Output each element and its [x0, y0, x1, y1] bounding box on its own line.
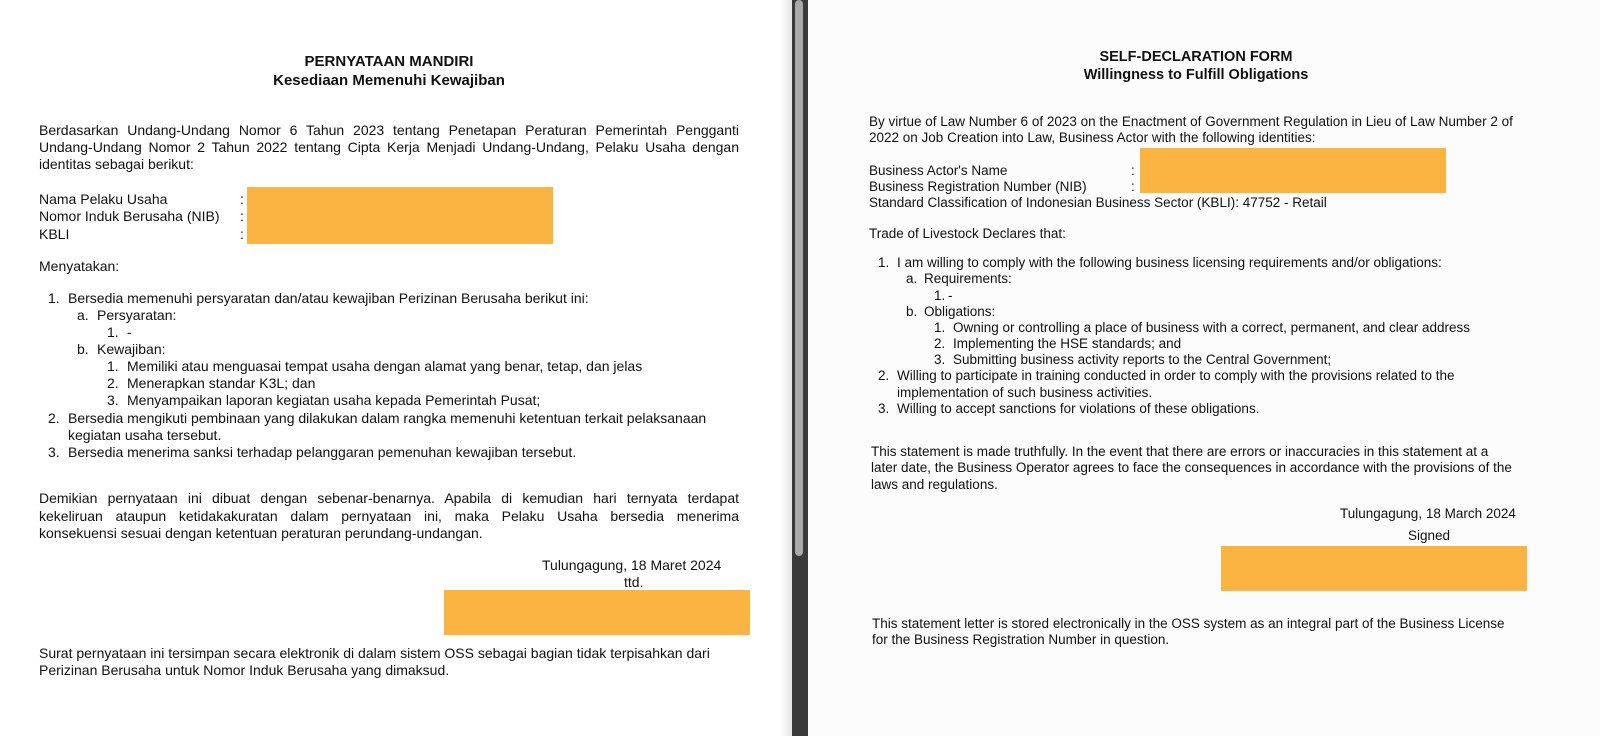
list-item: Submitting business activity reports to the Central Government; [953, 352, 1332, 367]
list-number: 3. [107, 392, 119, 408]
list-number: 2. [878, 368, 890, 383]
redaction-block [1140, 148, 1446, 193]
list-item: - [948, 288, 953, 303]
field-separator: : [1131, 163, 1135, 178]
document-page-indonesian [0, 0, 792, 736]
list-number: b. [77, 341, 89, 357]
footer-line: Surat pernyataan ini tersimpan secara elektronik di dalam sistem OSS sebagai bagian tidak terpisahkan dari [39, 645, 710, 661]
intro-line: 2022 on Job Creation into Law, Business Actor with the following identities: [869, 130, 1316, 145]
list-number: b. [906, 304, 918, 319]
window-divider [792, 0, 808, 736]
kbli-continuation: Trade of Livestock Declares that: [869, 226, 1066, 241]
list-item: Menyampaikan laporan kegiatan usaha kepada Pemerintah Pusat; [127, 392, 541, 408]
signed-label: ttd. [624, 574, 644, 590]
declares-label: Menyatakan: [39, 258, 120, 274]
scrollbar-thumb[interactable] [795, 0, 803, 556]
list-item: I am willing to comply with the following business licensing requirements and/or obligations: [897, 255, 1442, 270]
document-page-english [808, 0, 1600, 736]
list-number: 1. [107, 324, 119, 340]
list-number: 1. [934, 288, 946, 303]
list-item: Requirements: [924, 271, 1012, 286]
footer-line: This statement letter is stored electronically in the OSS system as an integral part of the Business License [872, 616, 1505, 631]
field-separator: : [1131, 179, 1135, 194]
document-subtitle: Kesediaan Memenuhi Kewajiban [273, 72, 505, 89]
footer-line: for the Business Registration Number in question. [872, 632, 1170, 647]
list-item-continuation: implementation of such business activities. [897, 385, 1153, 400]
redaction-block [247, 187, 553, 244]
closing-line: kekeliruan ataupun ketidakakuratan dalam pernyataan ini, maka Pelaku Usaha bersedia menerima [39, 508, 739, 524]
field-label-nib: Business Registration Number (NIB) [869, 179, 1087, 194]
document-title: PERNYATAAN MANDIRI [304, 53, 474, 70]
list-number: 2. [934, 336, 946, 351]
list-item: Memiliki atau menguasai tempat usaha dengan alamat yang benar, tetap, dan jelas [127, 358, 643, 374]
closing-line: konsekuensi sesuai dengan ketentuan peraturan perundang-undangan. [39, 525, 483, 541]
field-separator: : [240, 191, 244, 207]
list-item: - [127, 324, 132, 340]
list-number: a. [906, 271, 918, 286]
field-label-name: Business Actor's Name [869, 163, 1008, 178]
list-item: Implementing the HSE standards; and [953, 336, 1182, 351]
list-item: Willing to participate in training conducted in order to comply with the provisions related to the [897, 368, 1455, 383]
list-number: 1. [107, 358, 119, 374]
list-number: 3. [48, 444, 60, 460]
closing-line: laws and regulations. [871, 477, 998, 492]
list-number: 1. [934, 320, 946, 335]
list-number: 1. [878, 255, 890, 270]
list-number: 3. [878, 401, 890, 416]
field-label-nib: Nomor Induk Berusaha (NIB) [39, 208, 220, 224]
list-number: 3. [934, 352, 946, 367]
list-item: Obligations: [924, 304, 996, 319]
list-item: Persyaratan: [97, 307, 177, 323]
signed-label: Signed [1408, 528, 1451, 543]
place-date: Tulungagung, 18 March 2024 [1340, 506, 1516, 521]
list-item: Bersedia mengikuti pembinaan yang dilakukan dalam rangka memenuhi ketentuan terkait pelaksanaan [68, 410, 707, 426]
intro-line: Undang-Undang Nomor 2 Tahun 2022 tentang Cipta Kerja Menjadi Undang-Undang, Pelaku Usaha dengan [39, 139, 739, 155]
closing-line: This statement is made truthfully. In the event that there are errors or inaccuracies in this statement at a [871, 444, 1489, 459]
document-title: SELF-DECLARATION FORM [1099, 49, 1293, 65]
list-item: Bersedia menerima sanksi terhadap pelanggaran pemenuhan kewajiban tersebut. [68, 444, 577, 460]
field-separator: : [240, 208, 244, 224]
intro-line: By virtue of Law Number 6 of 2023 on the Enactment of Government Regulation in Lieu of Law Number 2 of [869, 114, 1513, 129]
closing-line: Demikian pernyataan ini dibuat dengan sebenar-benarnya. Apabila di kemudian hari ternyata terdapat [39, 490, 739, 506]
footer-line: Perizinan Berusaha untuk Nomor Induk Berusaha yang dimaksud. [39, 662, 450, 678]
field-separator: : [240, 226, 244, 242]
signature-redaction [1221, 546, 1527, 591]
list-item: Willing to accept sanctions for violations of these obligations. [897, 401, 1260, 416]
intro-line: identitas sebagai berikut: [39, 156, 194, 172]
list-item: Kewajiban: [97, 341, 166, 357]
list-item: Owning or controlling a place of business with a correct, permanent, and clear address [953, 320, 1471, 335]
list-number: a. [77, 307, 89, 323]
field-label-kbli: KBLI [39, 226, 70, 242]
list-number: 1. [48, 290, 60, 306]
field-label-name: Nama Pelaku Usaha [39, 191, 168, 207]
intro-line: Berdasarkan Undang-Undang Nomor 6 Tahun 2023 tentang Penetapan Peraturan Pemerintah Pengganti [39, 122, 739, 138]
kbli-line: Standard Classification of Indonesian Business Sector (KBLI): 47752 - Retail [869, 195, 1327, 210]
signature-redaction [444, 590, 750, 635]
list-item-continuation: kegiatan usaha tersebut. [68, 427, 222, 443]
list-number: 2. [107, 375, 119, 391]
closing-line: later date, the Business Operator agrees to face the consequences in accordance with the provisions of the [871, 460, 1512, 475]
list-number: 2. [48, 410, 60, 426]
list-item: Bersedia memenuhi persyaratan dan/atau kewajiban Perizinan Berusaha berikut ini: [68, 290, 589, 306]
list-item: Menerapkan standar K3L; dan [127, 375, 316, 391]
document-subtitle: Willingness to Fulfill Obligations [1083, 67, 1309, 83]
place-date: Tulungagung, 18 Maret 2024 [542, 557, 722, 573]
